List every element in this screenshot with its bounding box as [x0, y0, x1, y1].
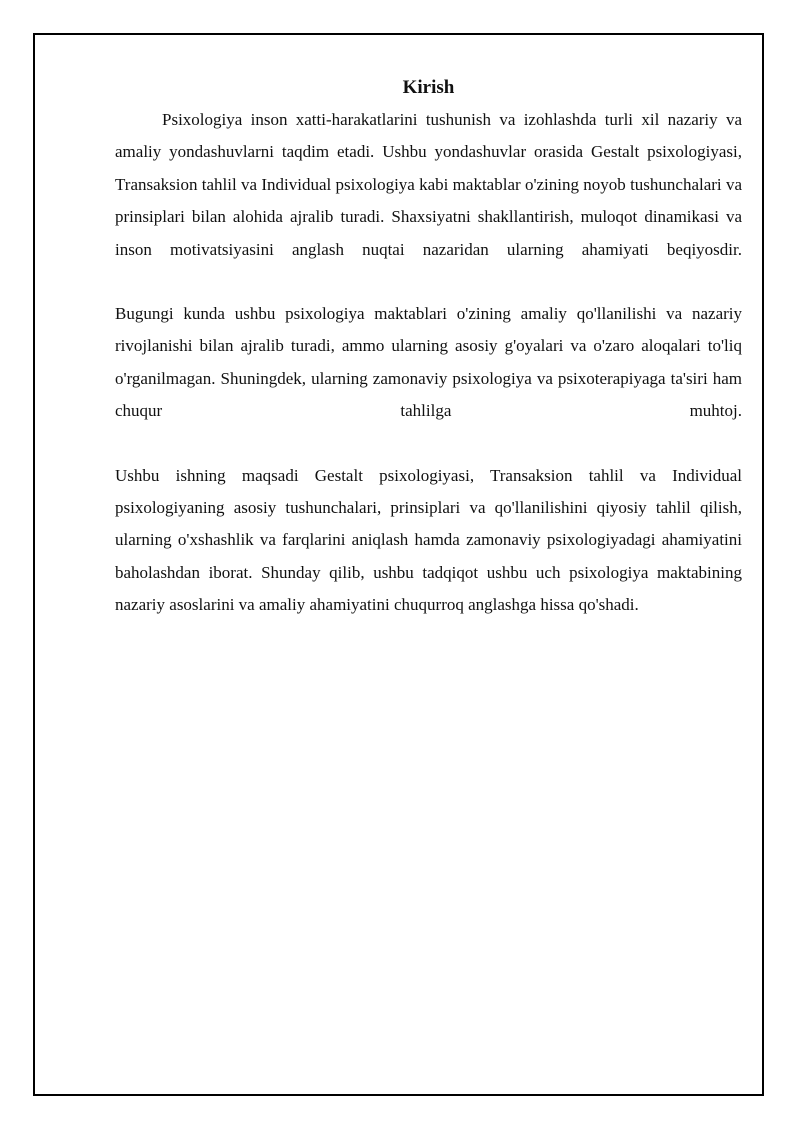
- document-body: [115, 74, 742, 622]
- paragraph-intro: Psixologiya inson xatti-harakatlarini tushunish va izohlashda turli xil nazariy va amaliy yondashuvlarni taqdim etadi. Ushbu yondashuvlar orasida Gestalt psixologiyasi, Transaksion tahlil va Individual psixologiya kabi maktablar o'zining noyob tushunchalari va prinsiplari bilan alohida ajralib turadi. Shaxsiyatni shakllantirish, muloqot dinamikasi va inson motivatsiyasini anglash nuqtai nazaridan ularning ahamiyati beqiyosdir.: [115, 110, 742, 259]
- paragraph-goal: Ushbu ishning maqsadi Gestalt psixologiyasi, Transaksion tahlil va Individual psixologiyaning asosiy tushunchalari, prinsiplari va qo'llanilishini qiyosiy tahlil qilish, ularning o'xshashlik va farqlarini aniqlash hamda zamonaviy psixologiyadagi ahamiyatini baholashdan iborat. Shunday qilib, ushbu tadqiqot ushbu uch psixologiya maktabining nazariy asoslarini va amaliy ahamiyatini chuqurroq anglashga hissa qo'shadi.: [115, 465, 742, 615]
- paragraph-spacer: [115, 266, 742, 298]
- paragraph-spacer: [115, 428, 742, 460]
- page-title: Kirish: [402, 77, 455, 98]
- paragraph-relevance: Bugungi kunda ushbu psixologiya maktablari o'zining amaliy qo'llanilishi va nazariy rivojlanishi bilan ajralib turadi, ammo ularning asosiy g'oyalari va o'zaro aloqalari to'liq o'rganilmagan. Shuningdek, ularning zamonaviy psixologiya va psixoterapiyaga ta'siri ham chuqur tahlilga muhtoj.: [115, 304, 742, 421]
